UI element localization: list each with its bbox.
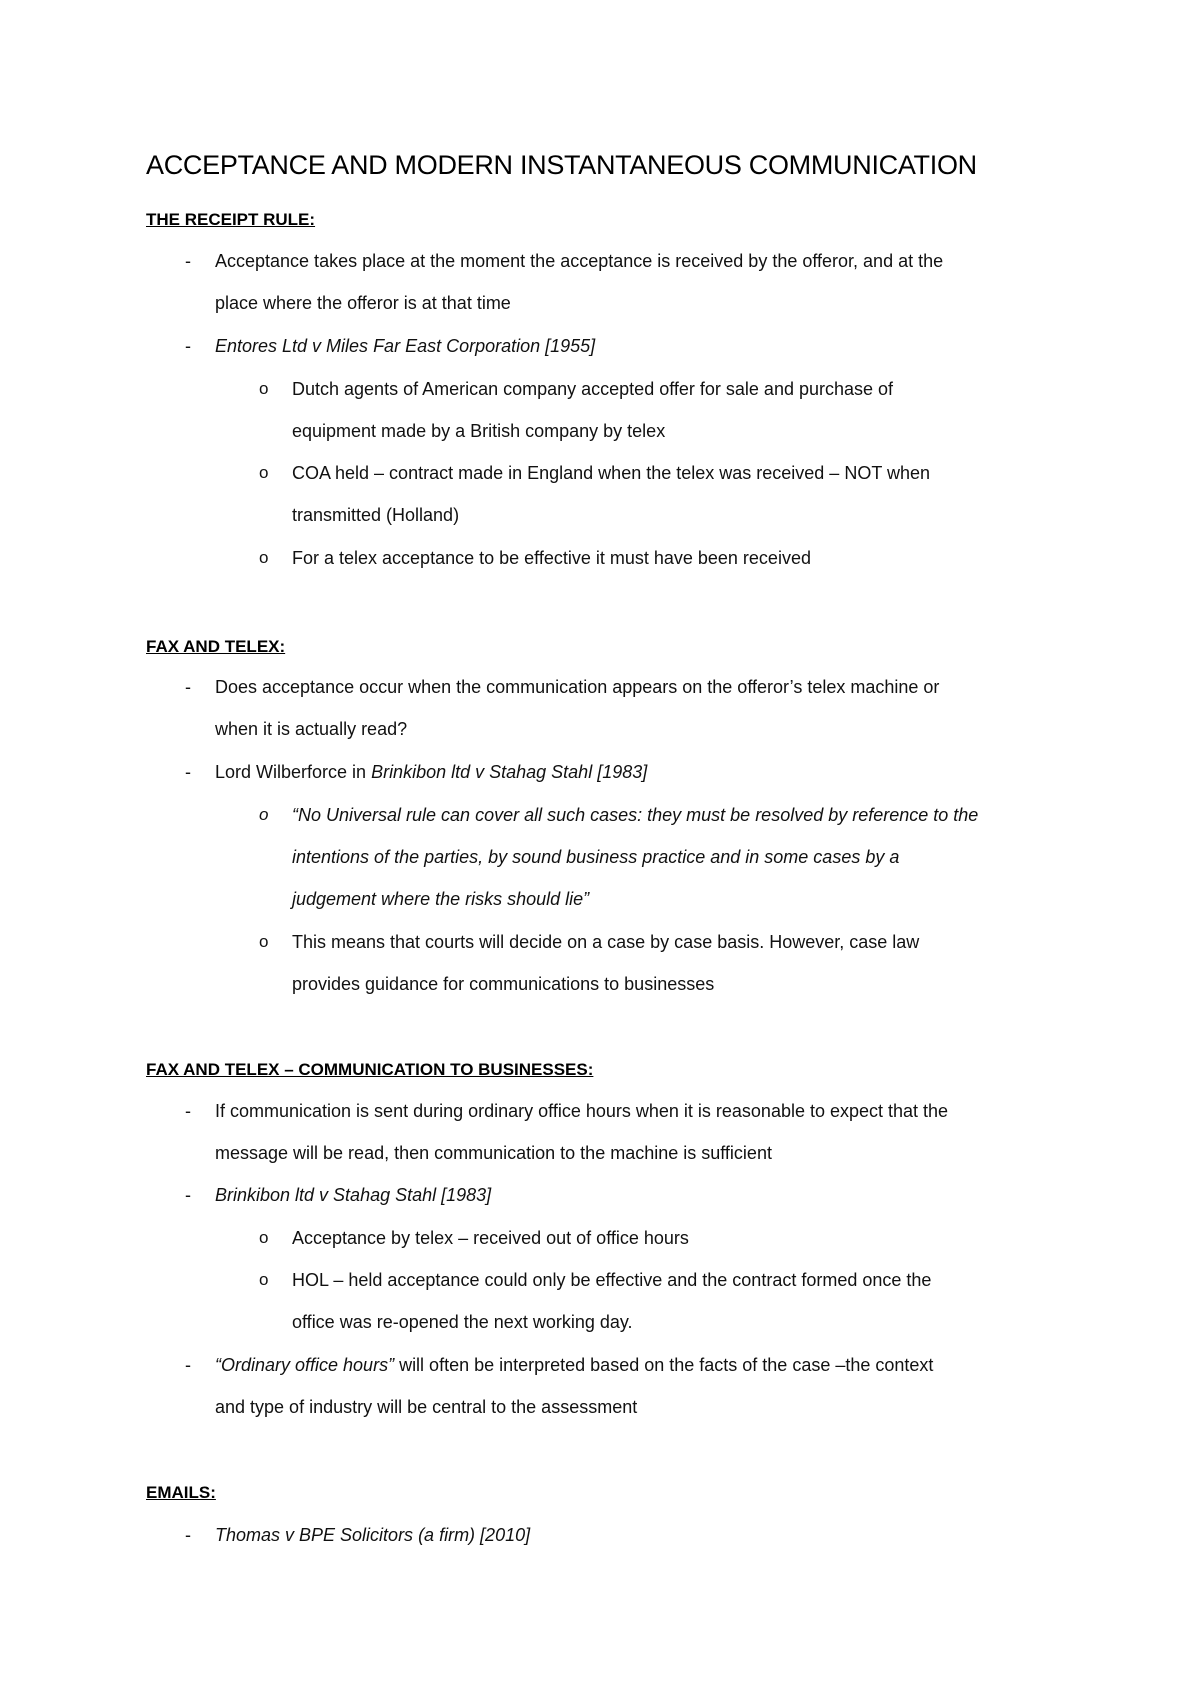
bullet-marker: o	[259, 379, 269, 398]
list-item-text: Acceptance takes place at the moment the acceptance is received by the offeror, and at the	[215, 251, 944, 271]
case-citation: Brinkibon ltd v Stahag Stahl [1983]	[371, 762, 648, 782]
dash-marker: -	[185, 1525, 191, 1545]
bullet-marker: o	[259, 1270, 269, 1289]
case-citation: Entores Ltd v Miles Far East Corporation [1955]	[215, 336, 596, 356]
dash-marker: -	[185, 336, 191, 356]
section-heading-receipt-rule: THE RECEIPT RULE:	[146, 210, 316, 229]
list-item-text: and type of industry will be central to the assessment	[215, 1397, 638, 1417]
page-title: ACCEPTANCE AND MODERN INSTANTANEOUS COMMUNICATION	[146, 150, 977, 180]
item-prefix: Lord Wilberforce in	[215, 762, 372, 782]
quote-text: “No Universal rule can cover all such cases: they must be resolved by reference to the	[292, 805, 979, 825]
sub-item-text: HOL – held acceptance could only be effective and the contract formed once the	[292, 1270, 932, 1290]
bullet-marker: o	[259, 932, 269, 951]
dash-marker: -	[185, 1185, 191, 1205]
bullet-marker: o	[259, 805, 269, 824]
sub-item-text: This means that courts will decide on a case by case basis. However, case law	[292, 932, 920, 952]
quote-text: intentions of the parties, by sound business practice and in some cases by a	[292, 847, 900, 867]
item-rest: will often be interpreted based on the facts of the case –the context	[394, 1355, 934, 1375]
list-item-text: when it is actually read?	[215, 719, 408, 739]
quote-text: judgement where the risks should lie”	[292, 889, 590, 909]
case-citation: Brinkibon ltd v Stahag Stahl [1983]	[215, 1185, 492, 1205]
sub-item-text: Dutch agents of American company accepted offer for sale and purchase of	[292, 379, 894, 399]
quoted-term: “Ordinary office hours”	[215, 1355, 395, 1375]
list-item-text: If communication is sent during ordinary office hours when it is reasonable to expect that the	[215, 1101, 949, 1121]
sub-item-text: office was re-opened the next working day.	[292, 1312, 633, 1332]
section-heading-fax-telex: FAX AND TELEX:	[146, 637, 286, 656]
dash-marker: -	[185, 251, 191, 271]
sub-item-text: equipment made by a British company by telex	[292, 421, 666, 441]
sub-item-text: For a telex acceptance to be effective it must have been received	[292, 548, 811, 568]
sub-item-text: transmitted (Holland)	[292, 505, 460, 525]
list-item-text: message will be read, then communication to the machine is sufficient	[215, 1143, 772, 1163]
bullet-marker: o	[259, 463, 269, 482]
list-item-text: place where the offeror is at that time	[215, 293, 511, 313]
sub-item-text: provides guidance for communications to businesses	[292, 974, 715, 994]
sub-item-text: COA held – contract made in England when the telex was received – NOT when	[292, 463, 931, 483]
dash-marker: -	[185, 677, 191, 697]
list-item-text	[215, 1355, 933, 1376]
case-citation: Thomas v BPE Solicitors (a firm) [2010]	[215, 1525, 531, 1545]
dash-marker: -	[185, 762, 191, 782]
list-item-text: Does acceptance occur when the communication appears on the offeror’s telex machine or	[215, 677, 940, 697]
dash-marker: -	[185, 1101, 191, 1121]
list-item-text	[215, 762, 647, 783]
section-heading-emails: EMAILS:	[146, 1483, 216, 1502]
sub-item-text: Acceptance by telex – received out of office hours	[292, 1228, 689, 1248]
bullet-marker: o	[259, 1228, 269, 1247]
section-heading-fax-telex-businesses: FAX AND TELEX – COMMUNICATION TO BUSINESSES:	[146, 1060, 594, 1079]
dash-marker: -	[185, 1355, 191, 1375]
bullet-marker: o	[259, 548, 269, 567]
